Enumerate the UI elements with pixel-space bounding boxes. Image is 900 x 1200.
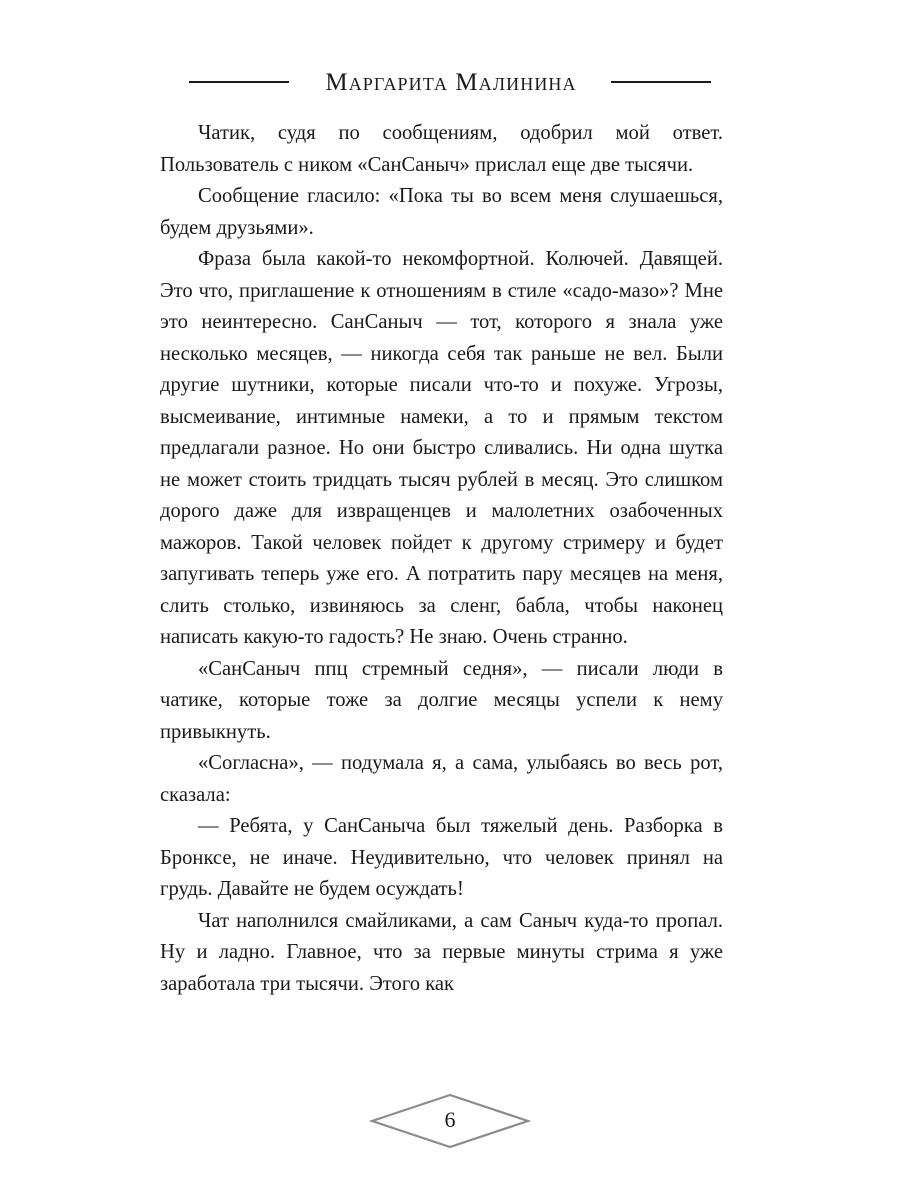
paragraph: — Ребята, у СанСаныча был тяжелый день. Разборка в Бронксе, не иначе. Неудивительно, что человек принял на грудь. Давайте не будем осуждать! xyxy=(160,815,723,900)
paragraph: Чат наполнился смайликами, а сам Саныч куда-то пропал. Ну и ладно. Главное, что за первые минуты стрима я уже заработала три тысячи. Этого как xyxy=(160,909,723,995)
running-head xyxy=(0,60,900,104)
paragraph: Чатик, судя по сообщениям, одобрил мой ответ. Пользователь с ником «СанСаныч» прислал еще две тысячи. xyxy=(160,122,723,176)
page-number: 6 xyxy=(444,1107,456,1132)
paragraph: Сообщение гласило: «Пока ты во всем меня слушаешься, будем друзьями». xyxy=(160,185,723,239)
paragraph: «СанСаныч ппц стремный седня», — писали люди в чатике, которые тоже за долгие месяцы успели к нему привыкнуть. xyxy=(160,657,723,743)
paragraph: Фраза была какой-то некомфортной. Колючей. Давящей. Это что, приглашение к отношениям в стиле «садо-мазо»? Мне это неинтересно. СанСаныч — тот, которого я знала уже несколько месяцев, — никогда себя так раньше не вел. Были другие шутники, которые писали что-то и похуже. Угрозы, высмеивание, интимные намеки, а то и прямым текстом предлагали разное. Но они быстро сливались. Ни одна шутка не может стоить тридцать тысяч рублей в месяц. Это слишком дорого даже для извращенцев и малолетних озабоченных мажоров. Такой человек пойдет к другому стримеру и будет запугивать теперь уже его. А потратить пару месяцев на меня, слить столько, извиняюсь за сленг, бабла, чтобы наконец написать какую-то гадость? Не знаю. Очень странно. xyxy=(160,248,723,648)
running-head-author-name: Маргарита Малинина xyxy=(325,68,577,96)
diamond-ornament-icon xyxy=(369,1093,531,1149)
body-text-column xyxy=(160,118,723,1000)
header-rule-right-decoration xyxy=(611,81,711,83)
paragraph: «Согласна», — подумала я, а сама, улыбаясь во весь рот, сказала: xyxy=(160,752,723,806)
header-rule-left-decoration xyxy=(189,81,289,83)
page-footer xyxy=(0,1086,900,1156)
